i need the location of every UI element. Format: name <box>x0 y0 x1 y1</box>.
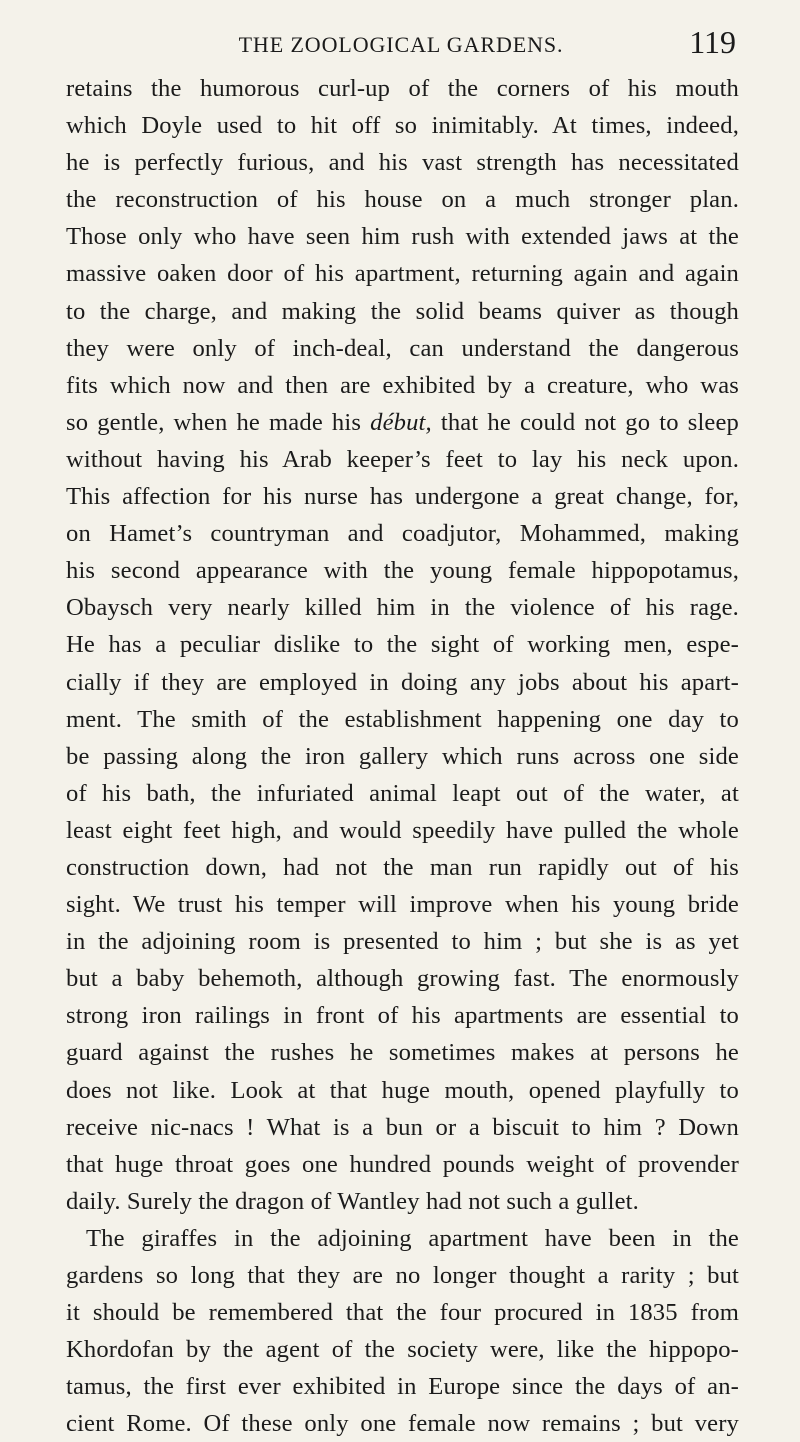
text-line: that huge throat goes one hundred pounds weight of provender <box>66 1150 739 1178</box>
text-line: without having his Arab keeper’s feet to lay his neck upon. <box>66 445 739 473</box>
text-line: tamus, the first ever exhibited in Europe since the days of an- <box>66 1373 739 1401</box>
text-line: He has a peculiar dislike to the sight of working men, espe- <box>66 631 739 659</box>
text-line: it should be remembered that the four procured in 1835 from <box>66 1299 739 1327</box>
text-line: gardens so long that they are no longer thought a rarity ; but <box>66 1262 739 1289</box>
text-line: The giraffes in the adjoining apartment have been in the <box>86 1224 739 1252</box>
text-line: sight. We trust his temper will improve when his young bride <box>66 891 739 919</box>
text-line: retains the humorous curl-up of the corners of his mouth <box>66 75 739 102</box>
text-segment: so gentle, when he made his <box>66 408 371 436</box>
text-line: they were only of inch-deal, can understand the dangerous <box>66 334 739 362</box>
text-line: his second appearance with the young female hippopotamus, <box>66 557 739 585</box>
text-line <box>66 404 739 441</box>
text-line: cially if they are employed in doing any jobs about his apart- <box>66 668 739 696</box>
text-line: does not like. Look at that huge mouth, opened playfully to <box>66 1076 739 1104</box>
text-line: to the charge, and making the solid beams quiver as though <box>66 297 739 325</box>
text-line: fits which now and then are exhibited by a creature, who was <box>66 371 739 399</box>
text-line: of his bath, the infuriated animal leapt out of the water, at <box>66 779 739 807</box>
text-line: but a baby behemoth, although growing fast. The enormously <box>66 965 739 993</box>
text-line: which Doyle used to hit off so inimitably. At times, indeed, <box>66 112 739 140</box>
text-line: guard against the rushes he sometimes makes at persons he <box>66 1039 739 1067</box>
page-number: 119 <box>689 24 736 60</box>
text-segment: that he could not go to sleep <box>431 408 740 436</box>
text-body <box>66 70 739 1442</box>
text-line: receive nic-nacs ! What is a bun or a biscuit to him ? Down <box>66 1113 739 1141</box>
running-title: THE ZOOLOGICAL GARDENS. <box>238 32 564 57</box>
text-line: construction down, had not the man run rapidly out of his <box>66 853 739 881</box>
text-line: in the adjoining room is presented to him ; but she is as yet <box>66 928 739 956</box>
text-line: ment. The smith of the establishment happening one day to <box>66 705 739 733</box>
text-line: be passing along the iron gallery which runs across one side <box>66 742 739 770</box>
italic-word: début, <box>370 408 432 436</box>
text-line: least eight feet high, and would speedily have pulled the whole <box>66 816 739 844</box>
text-line: strong iron railings in front of his apartments are essential to <box>66 1002 739 1030</box>
text-line: Khordofan by the agent of the society were, like the hippopo- <box>66 1336 739 1364</box>
text-line: cient Rome. Of these only one female now remains ; but very <box>66 1410 739 1438</box>
text-line: the reconstruction of his house on a much stronger plan. <box>66 186 739 214</box>
text-line: he is perfectly furious, and his vast strength has necessitated <box>66 149 739 177</box>
text-line: on Hamet’s countryman and coadjutor, Mohammed, making <box>66 520 739 548</box>
running-head <box>66 26 736 66</box>
text-line: daily. Surely the dragon of Wantley had not such a gullet. <box>66 1187 639 1215</box>
text-line: Obaysch very nearly killed him in the violence of his rage. <box>66 594 739 622</box>
text-line: massive oaken door of his apartment, returning again and again <box>66 260 739 288</box>
text-line: Those only who have seen him rush with extended jaws at the <box>66 223 739 251</box>
text-line: This affection for his nurse has undergone a great change, for, <box>66 483 739 511</box>
